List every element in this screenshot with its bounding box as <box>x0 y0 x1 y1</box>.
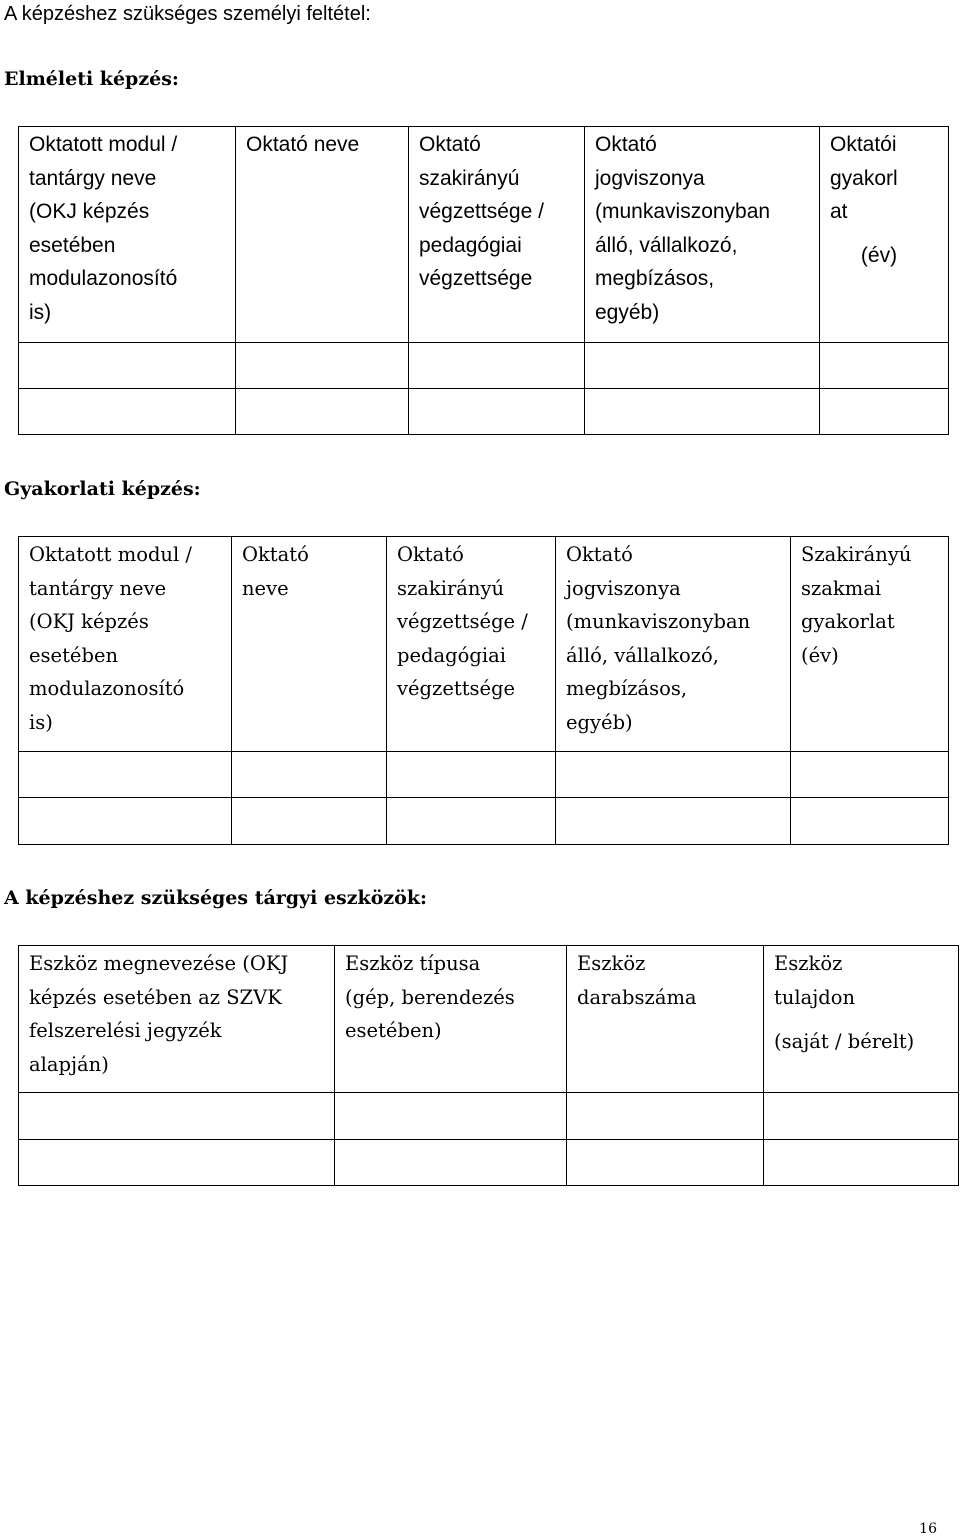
header-line: Oktatott modul / <box>29 133 178 156</box>
header-line: esetében <box>29 643 119 667</box>
table-cell[interactable] <box>556 752 791 798</box>
table-cell[interactable] <box>791 752 949 798</box>
equipment-header-cell <box>19 946 335 1093</box>
table-cell[interactable] <box>232 752 387 798</box>
header-line: Oktató <box>397 543 464 566</box>
table-cell[interactable] <box>19 389 236 435</box>
header-line: megbízásos, <box>566 677 688 700</box>
header-line: tulajdon <box>774 985 856 1009</box>
theoretical-header-cell <box>409 127 585 343</box>
theoretical-header-cell <box>585 127 820 343</box>
header-line: (munkaviszonyban <box>595 200 771 223</box>
equipment-header-row <box>19 946 959 1093</box>
table-cell[interactable] <box>335 1140 567 1186</box>
table-cell[interactable] <box>820 343 949 389</box>
header-line: gyakorl <box>830 166 898 190</box>
theoretical-unit-label: (év) <box>860 243 898 267</box>
header-line: végzettsége <box>419 267 533 290</box>
header-line: egyéb) <box>566 710 633 734</box>
practical-header-cell <box>232 537 387 752</box>
table-cell[interactable] <box>19 752 232 798</box>
header-line: esetében <box>29 233 116 257</box>
header-line: szakirányú <box>419 166 520 190</box>
equipment-unit-label: (saját / bérelt) <box>774 1030 915 1053</box>
table-cell[interactable] <box>387 798 556 845</box>
header-line: szakmai <box>801 576 882 600</box>
header-line: tantárgy neve <box>29 166 157 190</box>
equipment-heading: A képzéshez szükséges tárgyi eszközök: <box>4 887 428 909</box>
table-cell[interactable] <box>791 798 949 845</box>
header-line: képzés esetében az SZVK <box>29 985 282 1009</box>
header-line: is) <box>29 300 52 324</box>
practical-header-cell <box>791 537 949 752</box>
theoretical-header-cell <box>236 127 409 343</box>
header-line: darabszáma <box>577 985 697 1009</box>
table-cell[interactable] <box>409 389 585 435</box>
header-line: Szakirányú <box>801 543 912 566</box>
intro-text: A képzéshez szükséges személyi feltétel: <box>4 3 371 25</box>
theoretical-table <box>18 126 949 435</box>
theoretical-header-cell <box>19 127 236 343</box>
header-line: (munkaviszonyban <box>566 610 751 633</box>
header-line: álló, vállalkozó, <box>566 643 719 667</box>
header-line: modulazonosító <box>29 677 185 700</box>
header-line: Oktató <box>566 543 633 566</box>
table-cell[interactable] <box>236 389 409 435</box>
table-cell[interactable] <box>585 343 820 389</box>
header-line: modulazonosító <box>29 267 178 290</box>
header-line: esetében) <box>345 1019 442 1042</box>
practical-header-row <box>19 537 949 752</box>
table-cell[interactable] <box>387 752 556 798</box>
header-line: végzettsége / <box>397 610 528 633</box>
header-line: megbízásos, <box>595 267 715 290</box>
header-line: szakirányú <box>397 576 505 600</box>
table-cell[interactable] <box>567 1093 764 1140</box>
header-line: Oktató <box>419 133 481 156</box>
header-line: jogviszonya <box>566 576 681 600</box>
table-cell[interactable] <box>19 343 236 389</box>
header-line: at <box>830 200 848 223</box>
practical-header-cell <box>19 537 232 752</box>
header-line: pedagógiai <box>397 643 506 667</box>
theoretical-heading: Elméleti képzés: <box>4 68 179 90</box>
header-line: végzettsége <box>397 677 516 700</box>
header-line: (év) <box>801 643 839 667</box>
header-line: Eszköz megnevezése (OKJ <box>29 952 289 975</box>
header-line: (gép, berendezés <box>345 985 515 1009</box>
table-cell[interactable] <box>335 1093 567 1140</box>
header-line: végzettsége / <box>419 200 544 223</box>
theoretical-header-row <box>19 127 949 343</box>
table-cell[interactable] <box>556 798 791 845</box>
table-cell[interactable] <box>764 1140 959 1186</box>
equipment-header-cell <box>567 946 764 1093</box>
practical-header-cell <box>387 537 556 752</box>
theoretical-header-cell <box>820 127 949 343</box>
table-cell[interactable] <box>232 798 387 845</box>
header-line: jogviszonya <box>595 166 705 190</box>
header-line: is) <box>29 710 53 734</box>
table-cell[interactable] <box>585 389 820 435</box>
table-cell[interactable] <box>820 389 949 435</box>
header-line: tantárgy neve <box>29 576 167 600</box>
header-line: gyakorlat <box>801 610 895 633</box>
header-line: pedagógiai <box>419 233 522 257</box>
equipment-table <box>18 945 959 1186</box>
equipment-header-cell <box>764 946 959 1093</box>
table-cell[interactable] <box>19 1093 335 1140</box>
header-line: (OKJ képzés <box>29 200 150 223</box>
table-cell[interactable] <box>567 1140 764 1186</box>
header-line: egyéb) <box>595 300 660 324</box>
header-line: Oktató <box>242 543 309 566</box>
header-line: Oktató <box>595 133 657 156</box>
header-line: Eszköz <box>577 952 646 975</box>
practical-table <box>18 536 949 845</box>
table-cell[interactable] <box>764 1093 959 1140</box>
header-line: Oktatott modul / <box>29 543 192 566</box>
table-cell[interactable] <box>409 343 585 389</box>
table-cell[interactable] <box>19 798 232 845</box>
equipment-header-cell <box>335 946 567 1093</box>
table-cell[interactable] <box>236 343 409 389</box>
page-number: 16 <box>919 1521 937 1537</box>
practical-header-cell <box>556 537 791 752</box>
theoretical-empty-row <box>19 343 949 389</box>
header-line: Oktatói <box>830 133 897 156</box>
header-line: neve <box>242 576 289 600</box>
header-line: Oktató neve <box>246 133 360 156</box>
header-line: felszerelési jegyzék <box>29 1019 222 1042</box>
header-line: Eszköz típusa <box>345 952 481 975</box>
theoretical-empty-row <box>19 389 949 435</box>
header-line: (OKJ képzés <box>29 610 149 633</box>
header-line: alapján) <box>29 1052 109 1076</box>
practical-heading: Gyakorlati képzés: <box>4 478 201 500</box>
table-cell[interactable] <box>19 1140 335 1186</box>
equipment-empty-row <box>19 1140 959 1186</box>
practical-empty-row <box>19 752 949 798</box>
header-line: Eszköz <box>774 952 843 975</box>
equipment-empty-row <box>19 1093 959 1140</box>
practical-empty-row <box>19 798 949 845</box>
header-line: álló, vállalkozó, <box>595 233 738 257</box>
